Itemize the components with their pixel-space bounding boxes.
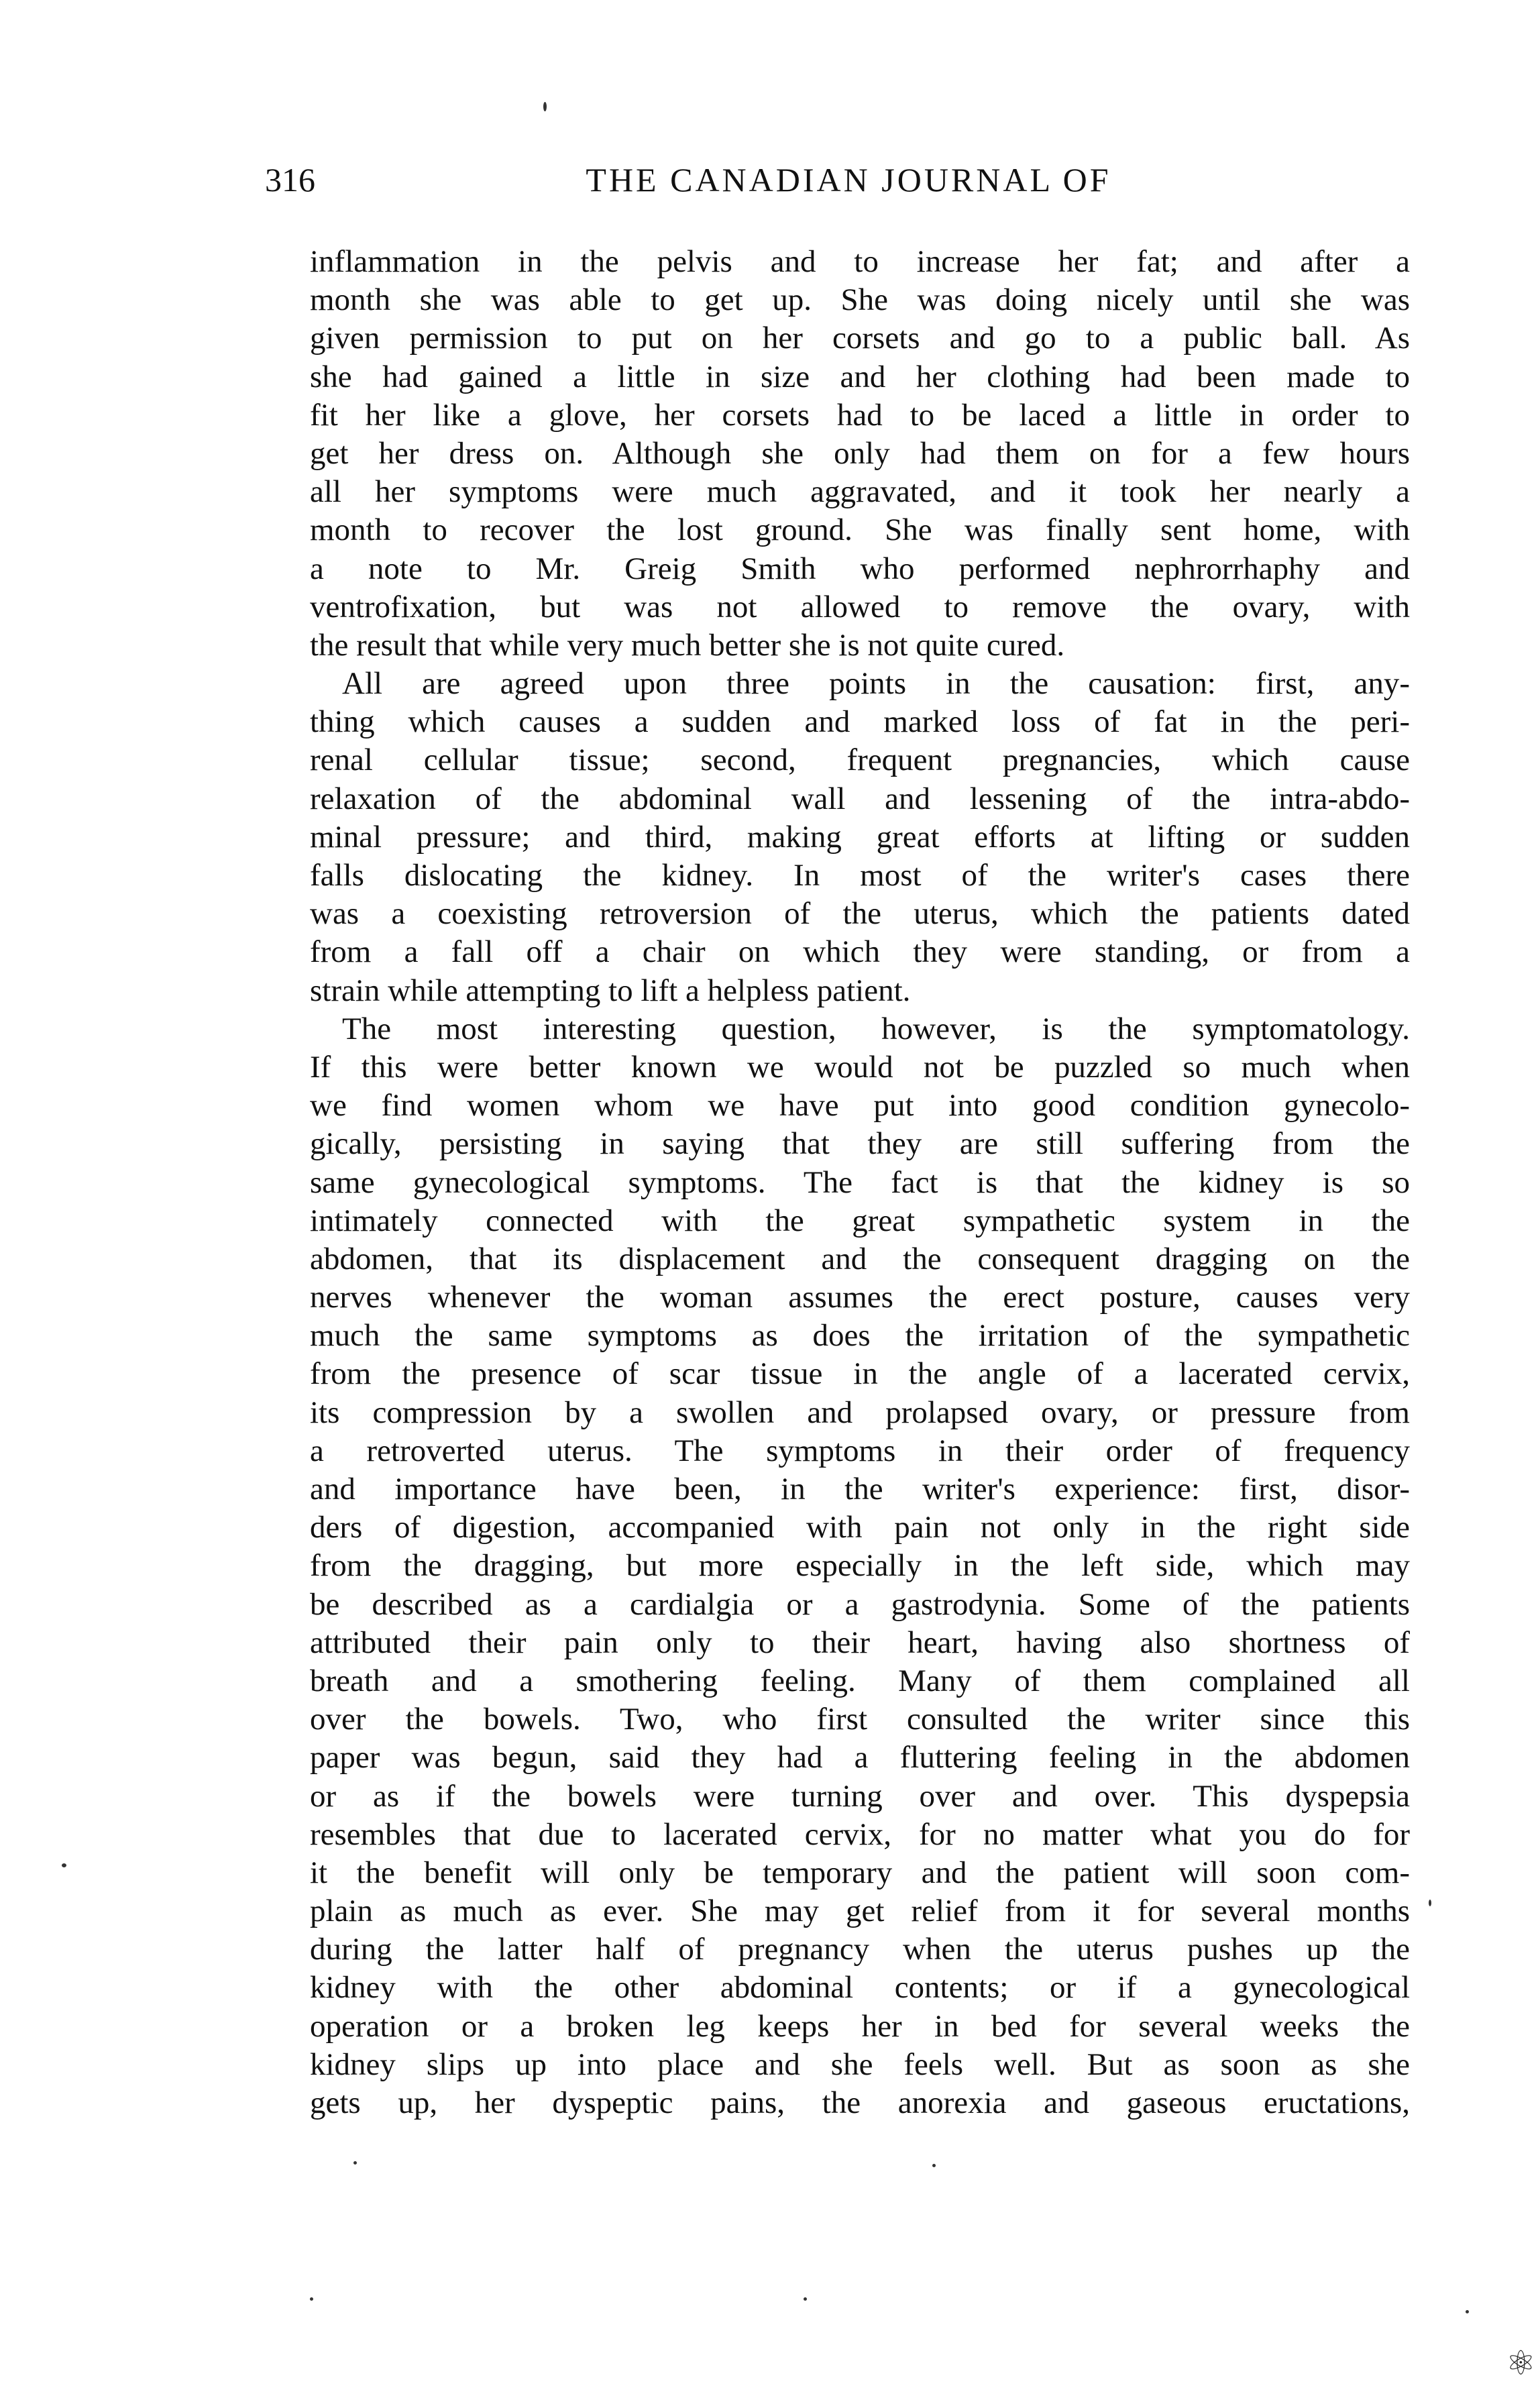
text-line: paper was begun, said they had a fluttering feeling in the abdomen <box>310 1740 1410 1775</box>
text-line: kidney with the other abdominal contents; or if a gynecological <box>310 1970 1410 2006</box>
text-line: over the bowels. Two, who first consulted the writer since this <box>310 1702 1410 1737</box>
text-line: breath and a smothering feeling. Many of them complained all <box>310 1663 1410 1698</box>
text-line: operation or a broken leg keeps her in bed for several weeks the <box>310 2008 1410 2044</box>
scan-speck <box>932 2164 936 2167</box>
text-line: and importance have been, in the writer's experience: first, disor- <box>310 1472 1410 1507</box>
text-line: given permission to put on her corsets and go to a public ball. As <box>310 321 1410 356</box>
text-line: All are agreed upon three points in the causation: first, any- <box>342 666 1410 702</box>
text-line: resembles that due to lacerated cervix, for no matter what you do for <box>310 1816 1410 1852</box>
text-line: gically, persisting in saying that they are still suffering from the <box>310 1126 1410 1162</box>
text-line: she had gained a little in size and her clothing had been made to <box>310 359 1410 394</box>
text-line: month she was able to get up. She was doing nicely until she was <box>310 282 1410 318</box>
scan-speck <box>804 2297 807 2301</box>
text-line: much the same symptoms as does the irritation of the sympathetic <box>310 1318 1410 1354</box>
text-line: during the latter half of pregnancy when the uterus pushes up the <box>310 1932 1410 1967</box>
text-line: fit her like a glove, her corsets had to be laced a little in order to <box>310 397 1410 433</box>
text-line: a retroverted uterus. The symptoms in their order of frequency <box>310 1433 1410 1468</box>
text-line: be described as a cardialgia or a gastrodynia. Some of the patients <box>310 1586 1410 1622</box>
text-line: renal cellular tissue; second, frequent pregnancies, which cause <box>310 743 1410 778</box>
text-line: If this were better known we would not be puzzled so much when <box>310 1049 1410 1085</box>
text-line: its compression by a swollen and prolapsed ovary, or pressure from <box>310 1395 1410 1430</box>
text-line: abdomen, that its displacement and the consequent dragging on the <box>310 1241 1410 1276</box>
text-line: plain as much as ever. She may get relief from it for several months <box>310 1894 1410 1929</box>
text-line: inflammation in the pelvis and to increase her fat; and after a <box>310 244 1410 279</box>
scan-speck <box>353 2161 357 2165</box>
scan-mark: ⚛ <box>1506 2344 1536 2382</box>
page-number: 316 <box>265 161 315 199</box>
text-line: from the dragging, but more especially in the left side, which may <box>310 1548 1410 1584</box>
text-line: relaxation of the abdominal wall and lessening of the intra-abdo- <box>310 781 1410 816</box>
scan-speck <box>1466 2310 1469 2313</box>
text-line: get her dress on. Although she only had them on for a few hours <box>310 435 1410 471</box>
text-line: from a fall off a chair on which they were standing, or from a <box>310 934 1410 970</box>
text-line: we find women whom we have put into good condition gynecolo- <box>310 1088 1410 1124</box>
text-line: all her symptoms were much aggravated, and it took her nearly a <box>310 474 1410 510</box>
text-line: from the presence of scar tissue in the angle of a lacerated cervix, <box>310 1356 1410 1392</box>
text-line: gets up, her dyspeptic pains, the anorexia and gaseous eructations, <box>310 2085 1410 2120</box>
text-line: thing which causes a sudden and marked loss of fat in the peri- <box>310 704 1410 740</box>
text-line: or as if the bowels were turning over and over. This dyspepsia <box>310 1778 1410 1814</box>
scan-speck <box>62 1863 66 1867</box>
scan-speck <box>543 102 547 111</box>
scan-speck <box>310 2297 313 2301</box>
text-line: minal pressure; and third, making great efforts at lifting or sudden <box>310 819 1410 855</box>
text-line: ventrofixation, but was not allowed to remove the ovary, with <box>310 589 1410 624</box>
text-line: the result that while very much better she is not quite cured. <box>310 627 1065 663</box>
text-line: same gynecological symptoms. The fact is that the kidney is so <box>310 1164 1410 1200</box>
text-line: intimately connected with the great sympathetic system in the <box>310 1203 1410 1238</box>
body-text <box>310 243 1410 2122</box>
running-head: THE CANADIAN JOURNAL OF <box>586 161 1111 199</box>
page-header <box>265 160 1405 207</box>
text-line: kidney slips up into place and she feels well. But as soon as she <box>310 2046 1410 2082</box>
text-line: was a coexisting retroversion of the uterus, which the patients dated <box>310 896 1410 932</box>
text-line: ders of digestion, accompanied with pain not only in the right side <box>310 1510 1410 1545</box>
text-line: falls dislocating the kidney. In most of the writer's cases there <box>310 858 1410 893</box>
text-line: it the benefit will only be temporary and the patient will soon com- <box>310 1855 1410 1890</box>
text-line: month to recover the lost ground. She was finally sent home, with <box>310 512 1410 548</box>
text-line: a note to Mr. Greig Smith who performed nephrorrhaphy and <box>310 551 1410 586</box>
text-line: strain while attempting to lift a helpless patient. <box>310 973 911 1008</box>
text-line: nerves whenever the woman assumes the erect posture, causes very <box>310 1280 1410 1315</box>
text-line: attributed their pain only to their heart, having also shortness of <box>310 1625 1410 1660</box>
text-line: The most interesting question, however, is the symptomatology. <box>342 1011 1410 1046</box>
scan-speck <box>1429 1900 1431 1906</box>
